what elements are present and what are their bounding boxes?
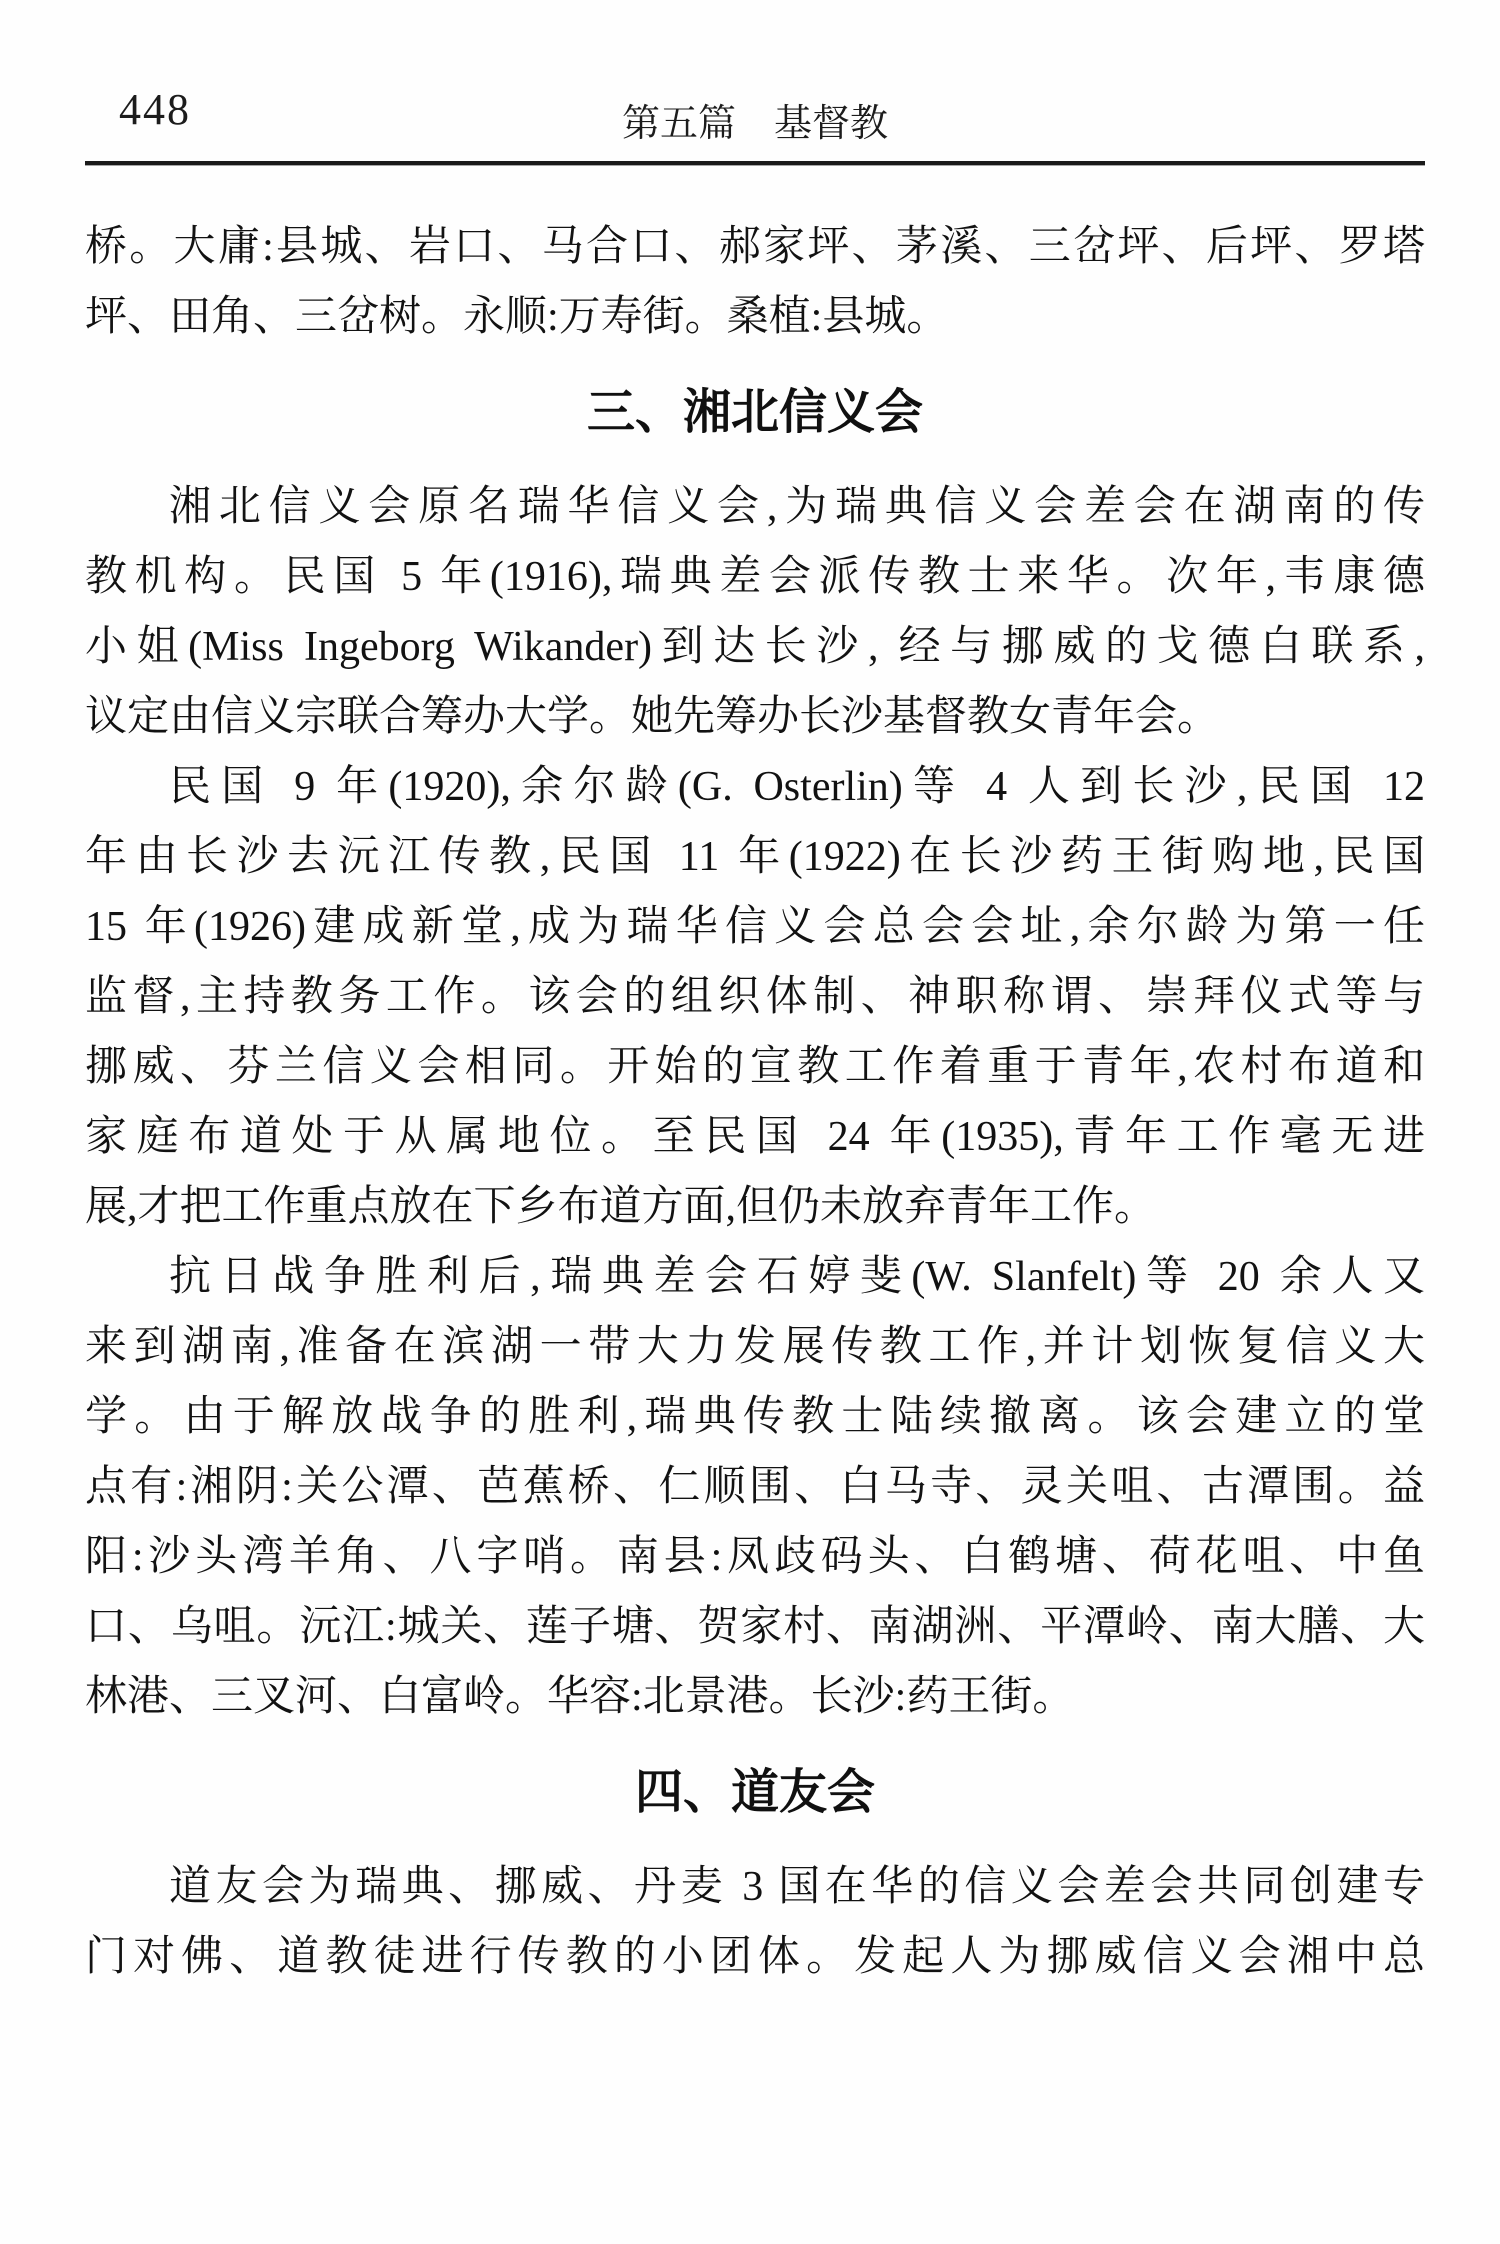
body-line: 抗日战争胜利后,瑞典差会石婷斐(W. Slanfelt)等 20 余人又	[169, 1254, 1425, 1300]
body-line: 点有:湘阴:关公潭、芭蕉桥、仁顺围、白马寺、灵关咀、古潭围。益	[85, 1464, 1425, 1510]
body-line: 15 年(1926)建成新堂,成为瑞华信义会总会会址,余尔龄为第一任	[85, 904, 1425, 950]
page-number: 448	[119, 85, 191, 134]
body-line: 展,才把工作重点放在下乡布道方面,但仍未放弃青年工作。	[85, 1184, 1157, 1230]
section-heading-daoyou: 四、道友会	[634, 1766, 875, 1819]
text-block	[85, 0, 1425, 1992]
section-heading-xiangbei: 三、湘北信义会	[586, 386, 923, 439]
body-line: 口、乌咀。沅江:城关、莲子塘、贺家村、南湖洲、平潭岭、南大膳、大	[85, 1604, 1425, 1650]
body-line: 湘北信义会原名瑞华信义会,为瑞典信义会差会在湖南的传	[169, 484, 1425, 530]
body-line: 林港、三叉河、白富岭。华容:北景港。长沙:药王街。	[85, 1674, 1075, 1720]
body-line: 桥。大庸:县城、岩口、马合口、郝家坪、茅溪、三岔坪、后坪、罗塔	[85, 224, 1425, 270]
body-line: 民国 9 年(1920),余尔龄(G. Osterlin)等 4 人到长沙,民国 12	[169, 764, 1425, 810]
header-rule	[85, 161, 1425, 165]
body-line: 挪威、芬兰信义会相同。开始的宣教工作着重于青年,农村布道和	[85, 1044, 1425, 1090]
body-line: 来到湖南,准备在滨湖一带大力发展传教工作,并计划恢复信义大	[85, 1324, 1425, 1370]
page-header	[85, 0, 1425, 161]
body-text	[85, 212, 1425, 1992]
body-line: 学。由于解放战争的胜利,瑞典传教士陆续撤离。该会建立的堂	[85, 1394, 1425, 1440]
running-header-title: 第五篇 基督教	[621, 103, 888, 145]
body-line: 阳:沙头湾羊角、八字哨。南县:凤歧码头、白鹤塘、荷花咀、中鱼	[85, 1534, 1425, 1580]
body-line: 道友会为瑞典、挪威、丹麦 3 国在华的信义会差会共同创建专	[169, 1864, 1425, 1910]
body-line: 小姐(Miss Ingeborg Wikander)到达长沙, 经与挪威的戈德白联系,	[85, 624, 1425, 670]
body-line: 家庭布道处于从属地位。至民国 24 年(1935),青年工作毫无进	[85, 1114, 1425, 1160]
body-line: 教机构。民国 5 年(1916),瑞典差会派传教士来华。次年,韦康德	[85, 554, 1425, 600]
body-line: 年由长沙去沅江传教,民国 11 年(1922)在长沙药王街购地,民国	[85, 834, 1425, 880]
body-line: 议定由信义宗联合筹办大学。她先筹办长沙基督教女青年会。	[85, 694, 1220, 740]
body-line: 监督,主持教务工作。该会的组织体制、神职称谓、崇拜仪式等与	[85, 974, 1425, 1020]
body-line: 坪、田角、三岔树。永顺:万寿街。桑植:县城。	[85, 294, 949, 340]
body-line: 门对佛、道教徒进行传教的小团体。发起人为挪威信义会湘中总	[85, 1934, 1425, 1980]
